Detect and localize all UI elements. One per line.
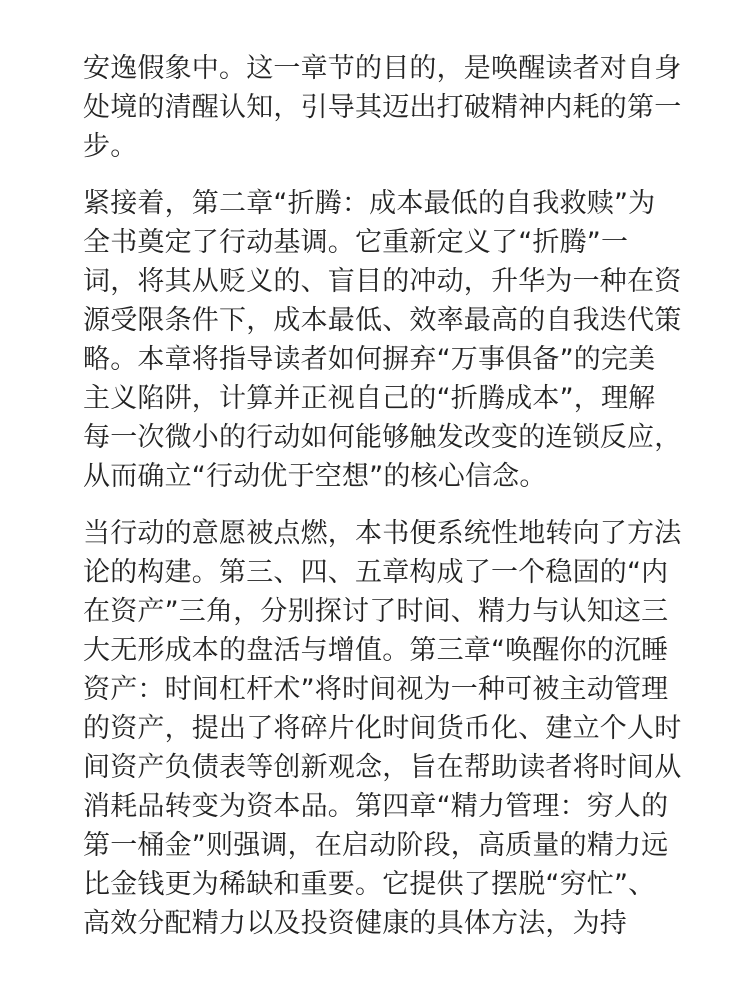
text-line: 源受限条件下，成本最低、效率最高的自我迭代策 (83, 305, 682, 336)
text-line: 比金钱更为稀缺和重要。它提供了摆脱“穷忙”、 (83, 869, 656, 900)
text-line: 的资产，提出了将碎片化时间货币化、建立个人时 (83, 713, 682, 744)
text-line: 第一桶金”则强调，在启动阶段，高质量的精力远 (83, 830, 669, 861)
text-line: 处境的清醒认知，引导其迈出打破精神内耗的第一 (83, 92, 682, 123)
text-line: 每一次微小的行动如何能够触发改变的连锁反应， (83, 422, 682, 453)
text-line: 大无形成本的盘活与增值。第三章“唤醒你的沉睡 (83, 635, 669, 666)
text-line: 消耗品转变为资本品。第四章“精力管理：穷人的 (83, 791, 669, 822)
text-line: 论的构建。第三、四、五章构成了一个稳固的“内 (83, 557, 669, 588)
paragraph-1 (83, 49, 710, 166)
text-line: 资产：时间杠杆术”将时间视为一种可被主动管理 (83, 674, 669, 705)
paragraph-3 (83, 514, 710, 943)
text-line: 从而确立“行动优于空想”的核心信念。 (83, 461, 547, 492)
text-line: 在资产”三角，分别探讨了时间、精力与认知这三 (83, 596, 669, 627)
text-line: 步。 (83, 131, 138, 162)
paragraph-2 (83, 184, 710, 496)
text-line: 略。本章将指导读者如何摒弃“万事俱备”的完美 (83, 344, 656, 375)
text-line: 全书奠定了行动基调。它重新定义了“折腾”一 (83, 227, 629, 258)
text-line: 安逸假象中。这一章节的目的，是唤醒读者对自身 (83, 53, 682, 84)
text-line: 当行动的意愿被点燃，本书便系统性地转向了方法 (83, 518, 682, 549)
text-line: 主义陷阱，计算并正视自己的“折腾成本”，理解 (83, 383, 656, 414)
text-line: 间资产负债表等创新观念，旨在帮助读者将时间从 (83, 752, 682, 783)
text-line: 紧接着，第二章“折腾：成本最低的自我救赎”为 (83, 188, 656, 219)
text-line: 高效分配精力以及投资健康的具体方法，为持 (83, 908, 627, 939)
text-line: 词，将其从贬义的、盲目的冲动，升华为一种在资 (83, 266, 682, 297)
